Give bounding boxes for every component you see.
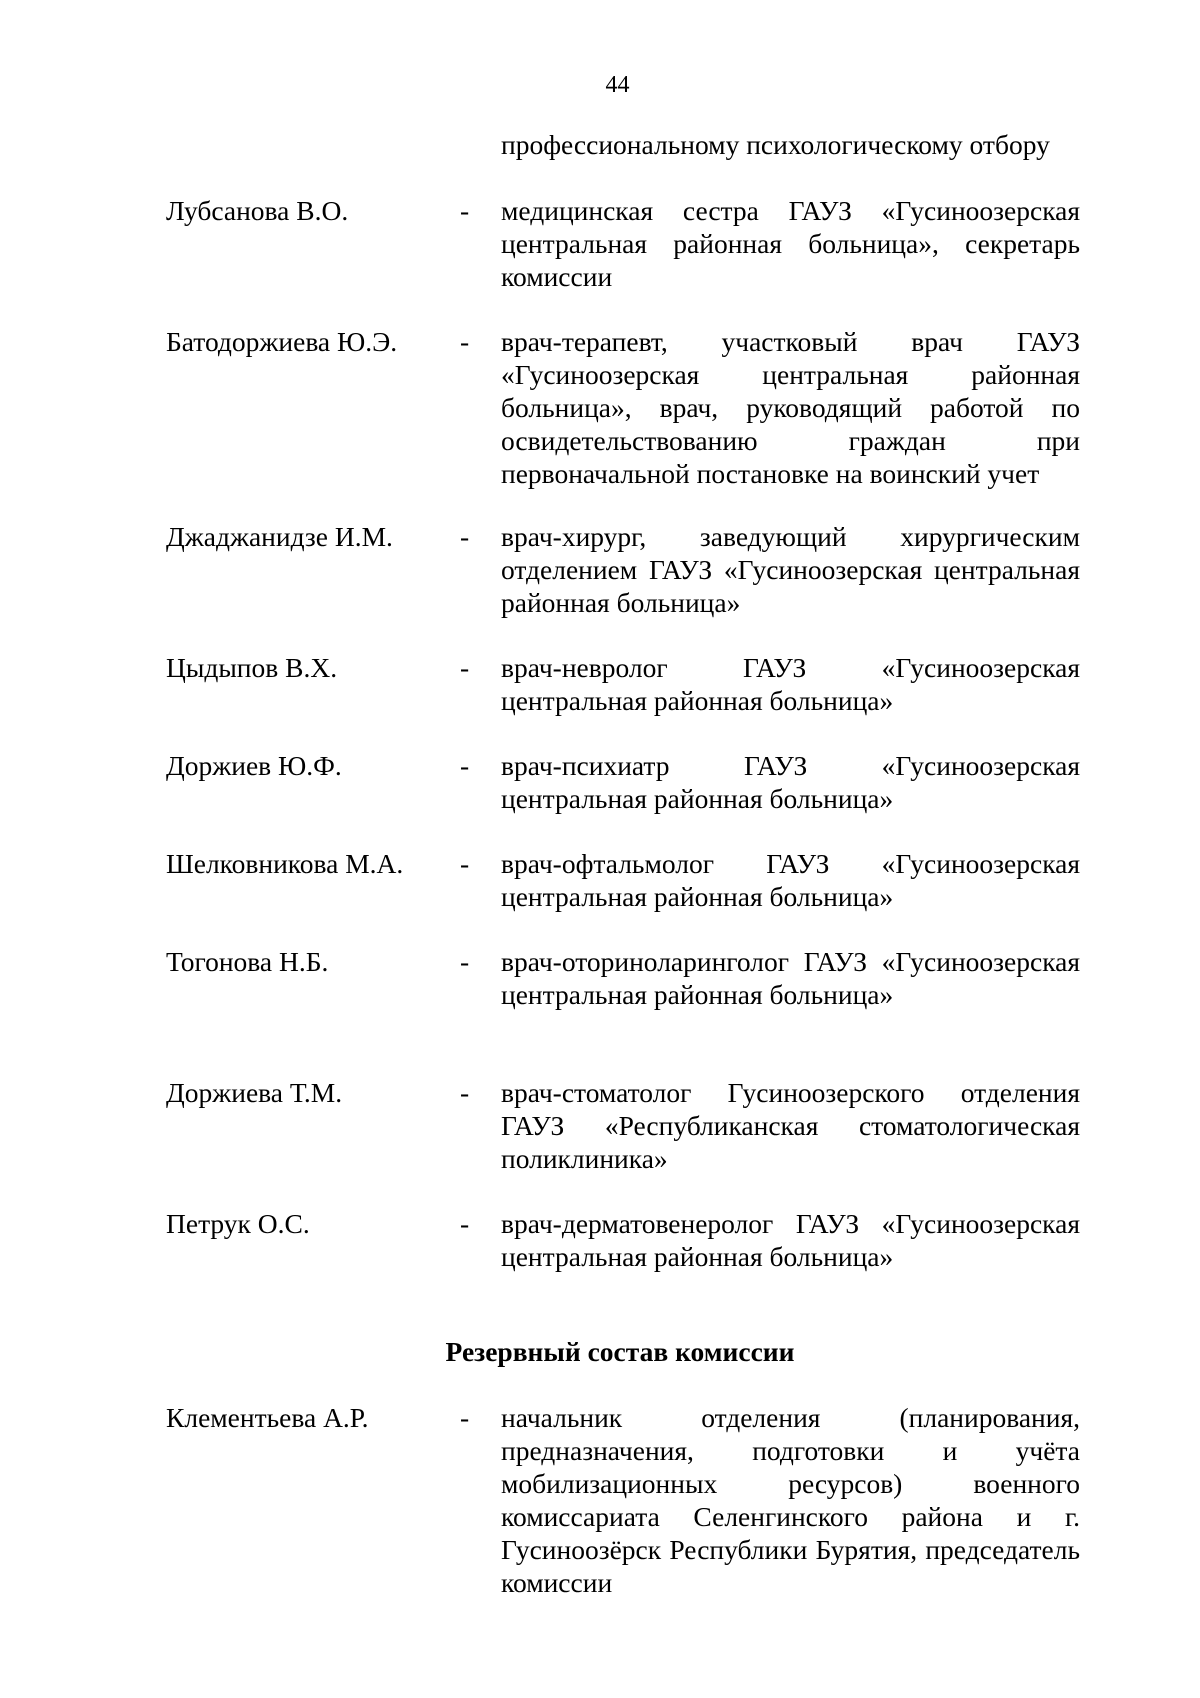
dash-separator: - (460, 1208, 470, 1239)
member-name: Батодоржиева Ю.Э. (166, 326, 398, 357)
member-description: врач-невролог ГАУЗ «Гусиноозерская центральная районная больница» (501, 652, 1080, 716)
member-description: врач-офтальмолог ГАУЗ «Гусиноозерская центральная районная больница» (501, 848, 1080, 912)
dash-separator: - (460, 750, 470, 781)
member-name: Петрук О.С. (166, 1208, 310, 1239)
member-name: Цыдыпов В.Х. (166, 652, 338, 683)
member-description: медицинская сестра ГАУЗ «Гусиноозерская центральная районная больница», секретарь комиссии (501, 195, 1080, 292)
member-description: врач-психиатр ГАУЗ «Гусиноозерская центральная районная больница» (501, 750, 1080, 814)
member-description: врач-стоматолог Гусиноозерского отделения ГАУЗ «Республиканская стоматологическая поликлиника» (501, 1077, 1080, 1174)
member-description: врач-хирург, заведующий хирургическим отделением ГАУЗ «Гусиноозерская центральная районная больница» (501, 521, 1080, 618)
page-number: 44 (605, 72, 630, 98)
dash-separator: - (460, 521, 470, 552)
dash-separator: - (460, 1077, 470, 1108)
member-name: Джаджанидзе И.М. (166, 521, 393, 552)
dash-separator: - (460, 848, 470, 879)
member-name: Доржиев Ю.Ф. (166, 750, 342, 781)
dash-separator: - (460, 946, 470, 977)
member-name: Лубсанова В.О. (166, 195, 349, 226)
dash-separator: - (460, 652, 470, 683)
member-description: врач-дерматовенеролог ГАУЗ «Гусиноозерская центральная районная больница» (501, 1208, 1080, 1272)
dash-separator: - (460, 1402, 470, 1433)
member-name: Клементьева А.Р. (166, 1402, 369, 1433)
member-name: Тогонова Н.Б. (166, 946, 329, 977)
member-description: начальник отделения (планирования, предназначения, подготовки и учёта мобилизационных ресурсов) военного комиссариата Селенгинского района и г. Гусиноозёрск Республики Бурятия, председатель комиссии (501, 1402, 1080, 1598)
member-description: врач-терапевт, участковый врач ГАУЗ «Гусиноозерская центральная районная больница», врач, руководящий работой по освидетельствованию граждан при первоначальной постановке на воинский учет (501, 326, 1080, 489)
continuation-text: профессиональному психологическому отбору (501, 129, 1050, 160)
reserve-heading: Резервный состав комиссии (445, 1336, 795, 1367)
member-name: Доржиева Т.М. (166, 1077, 343, 1108)
dash-separator: - (460, 326, 470, 357)
member-name: Шелковникова М.А. (166, 848, 404, 879)
member-description: врач-оториноларинголог ГАУЗ «Гусиноозерская центральная районная больница» (501, 946, 1080, 1010)
dash-separator: - (460, 195, 470, 226)
